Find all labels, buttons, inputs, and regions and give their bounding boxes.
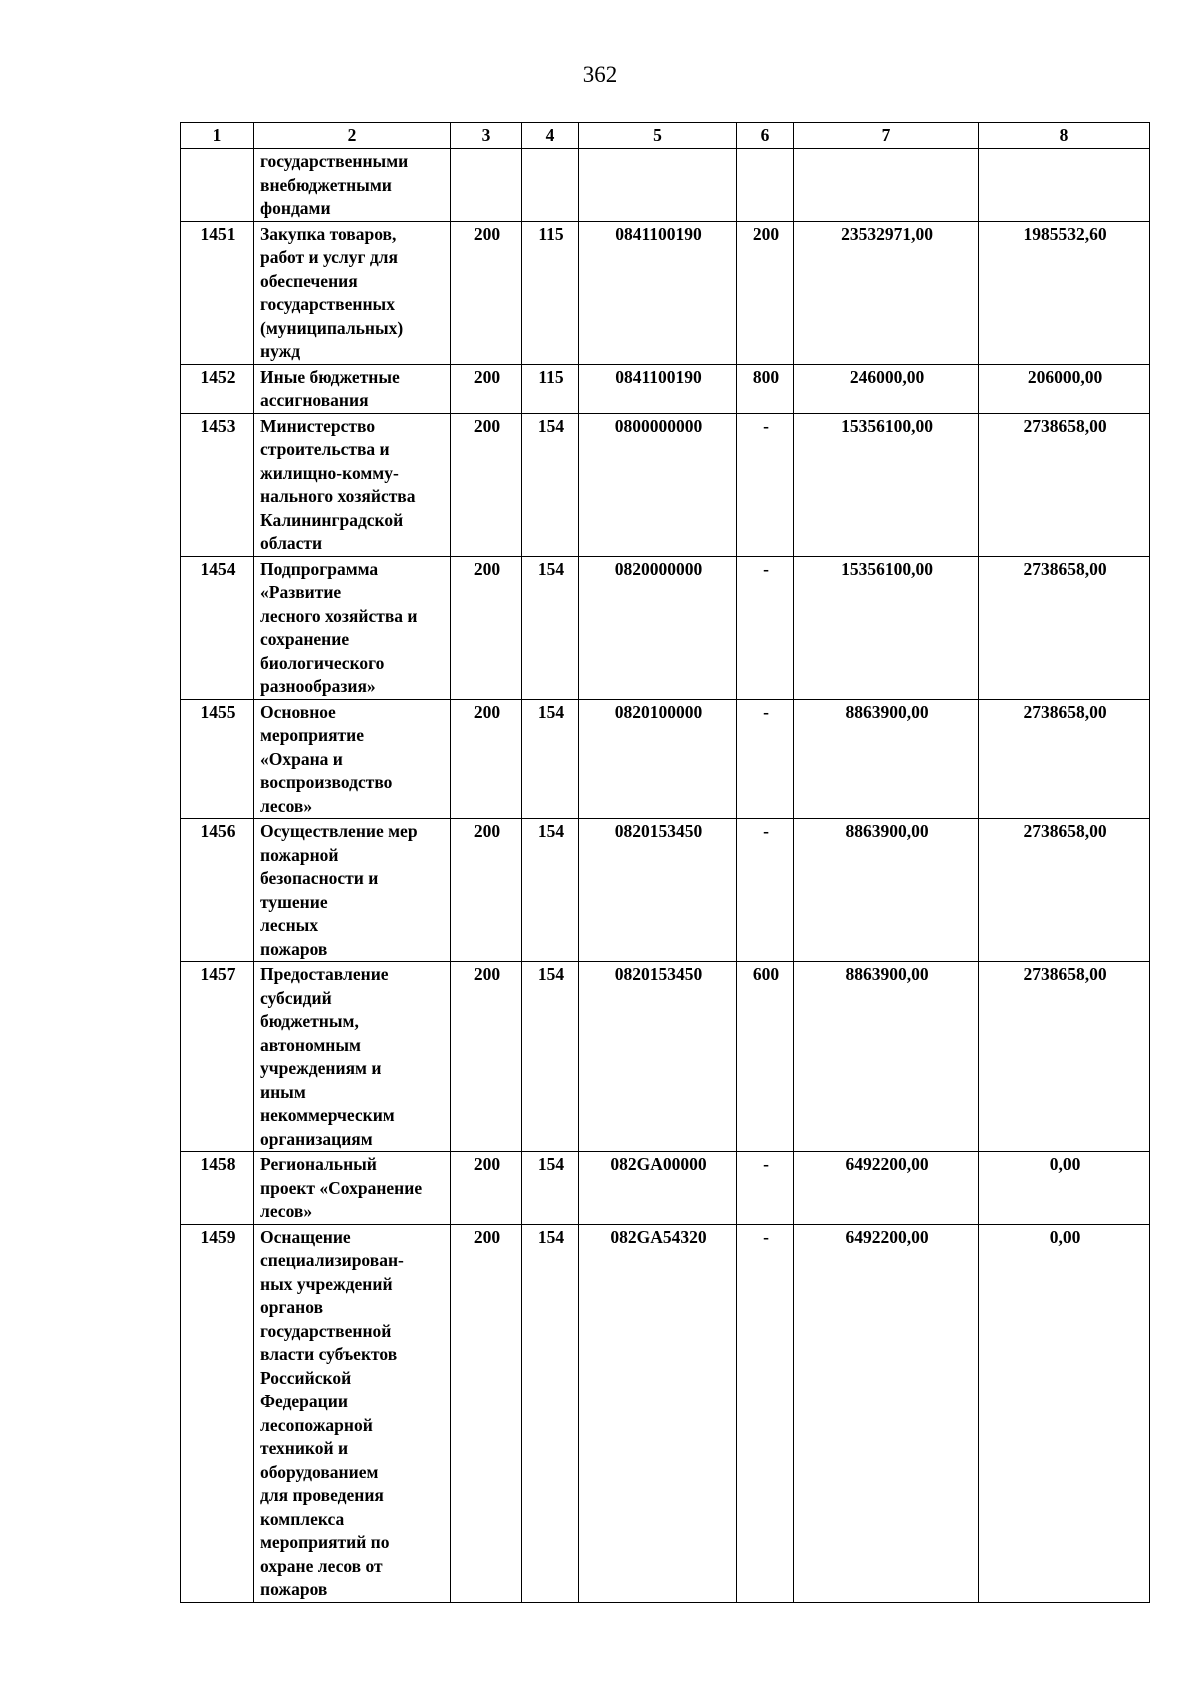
table-row — [181, 819, 1150, 962]
item-name-cell — [254, 699, 451, 819]
target-code-cell: 082GA00000 — [579, 1152, 737, 1225]
item-name-line: области — [260, 533, 323, 553]
item-name-line: ных учреждений — [260, 1273, 393, 1294]
budget-table — [180, 122, 1150, 1603]
item-name-cell — [254, 149, 451, 222]
table-row — [181, 699, 1150, 819]
header-cell: 8 — [979, 123, 1150, 149]
item-name-line: безопасности и — [260, 868, 379, 888]
target-code-cell: 0820100000 — [579, 699, 737, 819]
item-name-line: субсидий — [260, 987, 332, 1008]
amount-7-cell: 15356100,00 — [794, 556, 979, 699]
expense-type-cell: - — [737, 1224, 794, 1602]
amount-7-cell: 6492200,00 — [794, 1224, 979, 1602]
item-name-cell — [254, 556, 451, 699]
item-name-line: обеспечения — [260, 270, 358, 291]
item-name-line: проект «Сохранение — [260, 1177, 423, 1198]
table-row — [181, 413, 1150, 556]
item-name-cell — [254, 962, 451, 1152]
row-number-cell: 1453 — [181, 413, 254, 556]
amount-8-cell: 0,00 — [979, 1224, 1150, 1602]
amount-8-cell: 2738658,00 — [979, 556, 1150, 699]
column-3-cell: 200 — [451, 556, 522, 699]
column-3-cell: 200 — [451, 699, 522, 819]
item-name-line: работ и услуг для — [260, 247, 398, 267]
header-cell: 1 — [181, 123, 254, 149]
column-4-cell: 154 — [522, 1152, 579, 1225]
item-name-cell — [254, 819, 451, 962]
item-name-line: Федерации — [260, 1391, 348, 1411]
item-name-line: «Охрана и — [260, 748, 343, 769]
amount-8-cell: 1985532,60 — [979, 221, 1150, 364]
item-name-line: мероприятие — [260, 725, 364, 745]
column-3-cell: 200 — [451, 221, 522, 364]
header-cell: 7 — [794, 123, 979, 149]
amount-8-cell: 0,00 — [979, 1152, 1150, 1225]
amount-7-cell: 6492200,00 — [794, 1152, 979, 1225]
item-name-line: мероприятий по — [260, 1532, 390, 1552]
item-name-line: строительства и — [260, 439, 390, 459]
item-name-line: автономным — [260, 1034, 361, 1055]
row-number-cell: 1458 — [181, 1152, 254, 1225]
column-3-cell: 200 — [451, 364, 522, 413]
item-name-line: государственных — [260, 294, 395, 314]
target-code-cell: 0841100190 — [579, 364, 737, 413]
column-3-cell: 200 — [451, 1224, 522, 1602]
item-name-line: некоммерческим — [260, 1105, 395, 1125]
item-name-cell — [254, 413, 451, 556]
expense-type-cell: - — [737, 413, 794, 556]
column-3-cell: 200 — [451, 1152, 522, 1225]
amount-7-cell — [794, 149, 979, 222]
amount-7-cell: 8863900,00 — [794, 962, 979, 1152]
item-name-line: иным — [260, 1081, 306, 1102]
column-4-cell: 154 — [522, 413, 579, 556]
row-number-cell: 1456 — [181, 819, 254, 962]
item-name-line: биологического — [260, 652, 385, 673]
item-name-line: техникой и — [260, 1438, 349, 1458]
amount-7-cell: 8863900,00 — [794, 819, 979, 962]
column-3-cell: 200 — [451, 962, 522, 1152]
column-4-cell: 154 — [522, 1224, 579, 1602]
item-name-line: Основное — [260, 701, 336, 722]
item-name-line: комплекса — [260, 1508, 345, 1529]
row-number-cell: 1455 — [181, 699, 254, 819]
amount-8-cell: 2738658,00 — [979, 962, 1150, 1152]
item-name-line: ассигнования — [260, 390, 369, 410]
page-number: 362 — [582, 62, 618, 87]
item-name-line: лесного хозяйства и — [260, 605, 418, 626]
item-name-line: Оснащение — [260, 1226, 351, 1247]
table-row — [181, 556, 1150, 699]
item-name-line: пожаров — [260, 1579, 328, 1599]
item-name-line: Иные бюджетные — [260, 366, 400, 387]
row-number-cell: 1451 — [181, 221, 254, 364]
item-name-line: власти субъектов — [260, 1344, 398, 1364]
item-name-line: лесных — [260, 915, 319, 935]
header-cell: 3 — [451, 123, 522, 149]
item-name-line: Калининградской — [260, 509, 404, 530]
table-row — [181, 149, 1150, 222]
header-cell: 4 — [522, 123, 579, 149]
item-name-line: Подпрограмма — [260, 558, 379, 579]
row-number-cell: 1452 — [181, 364, 254, 413]
item-name-line: фондами — [260, 198, 331, 218]
expense-type-cell: 200 — [737, 221, 794, 364]
item-name-line: нужд — [260, 341, 301, 361]
item-name-line: для проведения — [260, 1485, 384, 1505]
table-row — [181, 364, 1150, 413]
item-name-line: внебюджетными — [260, 174, 392, 195]
item-name-line: лесов» — [260, 795, 313, 816]
item-name-line: Осуществление мер — [260, 821, 418, 841]
column-4-cell: 115 — [522, 221, 579, 364]
column-4-cell: 154 — [522, 962, 579, 1152]
item-name-line: (муниципальных) — [260, 317, 404, 338]
amount-8-cell: 2738658,00 — [979, 819, 1150, 962]
item-name-line: жилищно-комму- — [260, 462, 399, 483]
item-name-cell — [254, 1224, 451, 1602]
amount-8-cell: 2738658,00 — [979, 413, 1150, 556]
row-number-cell: 1454 — [181, 556, 254, 699]
header-cell: 6 — [737, 123, 794, 149]
table-body — [181, 149, 1150, 1603]
expense-type-cell: 600 — [737, 962, 794, 1152]
item-name-line: тушение — [260, 891, 328, 912]
target-code-cell: 0820153450 — [579, 819, 737, 962]
amount-7-cell: 23532971,00 — [794, 221, 979, 364]
target-code-cell: 0841100190 — [579, 221, 737, 364]
expense-type-cell: - — [737, 1152, 794, 1225]
column-4-cell: 115 — [522, 364, 579, 413]
column-3-cell: 200 — [451, 819, 522, 962]
amount-7-cell: 246000,00 — [794, 364, 979, 413]
table-row — [181, 962, 1150, 1152]
item-name-cell — [254, 364, 451, 413]
table-row — [181, 1152, 1150, 1225]
header-cell: 5 — [579, 123, 737, 149]
item-name-line: Министерство — [260, 415, 376, 436]
item-name-line: сохранение — [260, 629, 350, 649]
column-4-cell: 154 — [522, 556, 579, 699]
item-name-line: лесов» — [260, 1201, 313, 1221]
table-row — [181, 221, 1150, 364]
column-4-cell: 154 — [522, 819, 579, 962]
row-number-cell: 1457 — [181, 962, 254, 1152]
item-name-line: пожаров — [260, 938, 328, 959]
column-4-cell: 154 — [522, 699, 579, 819]
row-number-cell — [181, 149, 254, 222]
item-name-line: бюджетным, — [260, 1011, 359, 1031]
expense-type-cell — [737, 149, 794, 222]
item-name-line: организациям — [260, 1128, 373, 1149]
target-code-cell: 0820153450 — [579, 962, 737, 1152]
item-name-line: учреждениям и — [260, 1058, 382, 1078]
target-code-cell: 0820000000 — [579, 556, 737, 699]
header-cell: 2 — [254, 123, 451, 149]
item-name-line: Российской — [260, 1367, 352, 1388]
row-number-cell: 1459 — [181, 1224, 254, 1602]
item-name-line: лесопожарной — [260, 1414, 373, 1435]
amount-7-cell: 8863900,00 — [794, 699, 979, 819]
target-code-cell: 0800000000 — [579, 413, 737, 556]
item-name-line: охране лесов от — [260, 1555, 383, 1576]
target-code-cell — [579, 149, 737, 222]
item-name-line: органов — [260, 1297, 324, 1317]
amount-8-cell: 2738658,00 — [979, 699, 1150, 819]
target-code-cell: 082GA54320 — [579, 1224, 737, 1602]
item-name-line: разнообразия» — [260, 676, 376, 696]
item-name-cell — [254, 1152, 451, 1225]
item-name-line: Закупка товаров, — [260, 223, 397, 244]
table-row — [181, 1224, 1150, 1602]
expense-type-cell: - — [737, 699, 794, 819]
expense-type-cell: - — [737, 556, 794, 699]
item-name-cell — [254, 221, 451, 364]
amount-8-cell: 206000,00 — [979, 364, 1150, 413]
item-name-line: воспроизводство — [260, 772, 393, 792]
item-name-line: «Развитие — [260, 582, 342, 602]
amount-7-cell: 15356100,00 — [794, 413, 979, 556]
item-name-line: Региональный — [260, 1154, 377, 1174]
item-name-line: Предоставление — [260, 964, 389, 984]
expense-type-cell: 800 — [737, 364, 794, 413]
expense-type-cell: - — [737, 819, 794, 962]
item-name-line: оборудованием — [260, 1461, 379, 1482]
item-name-line: пожарной — [260, 844, 339, 865]
item-name-line: государственной — [260, 1320, 392, 1341]
column-3-cell: 200 — [451, 413, 522, 556]
item-name-line: специализирован- — [260, 1250, 404, 1270]
column-4-cell — [522, 149, 579, 222]
column-3-cell — [451, 149, 522, 222]
item-name-line: государственными — [260, 151, 409, 171]
header-row — [181, 123, 1150, 149]
amount-8-cell — [979, 149, 1150, 222]
item-name-line: нального хозяйства — [260, 486, 416, 506]
